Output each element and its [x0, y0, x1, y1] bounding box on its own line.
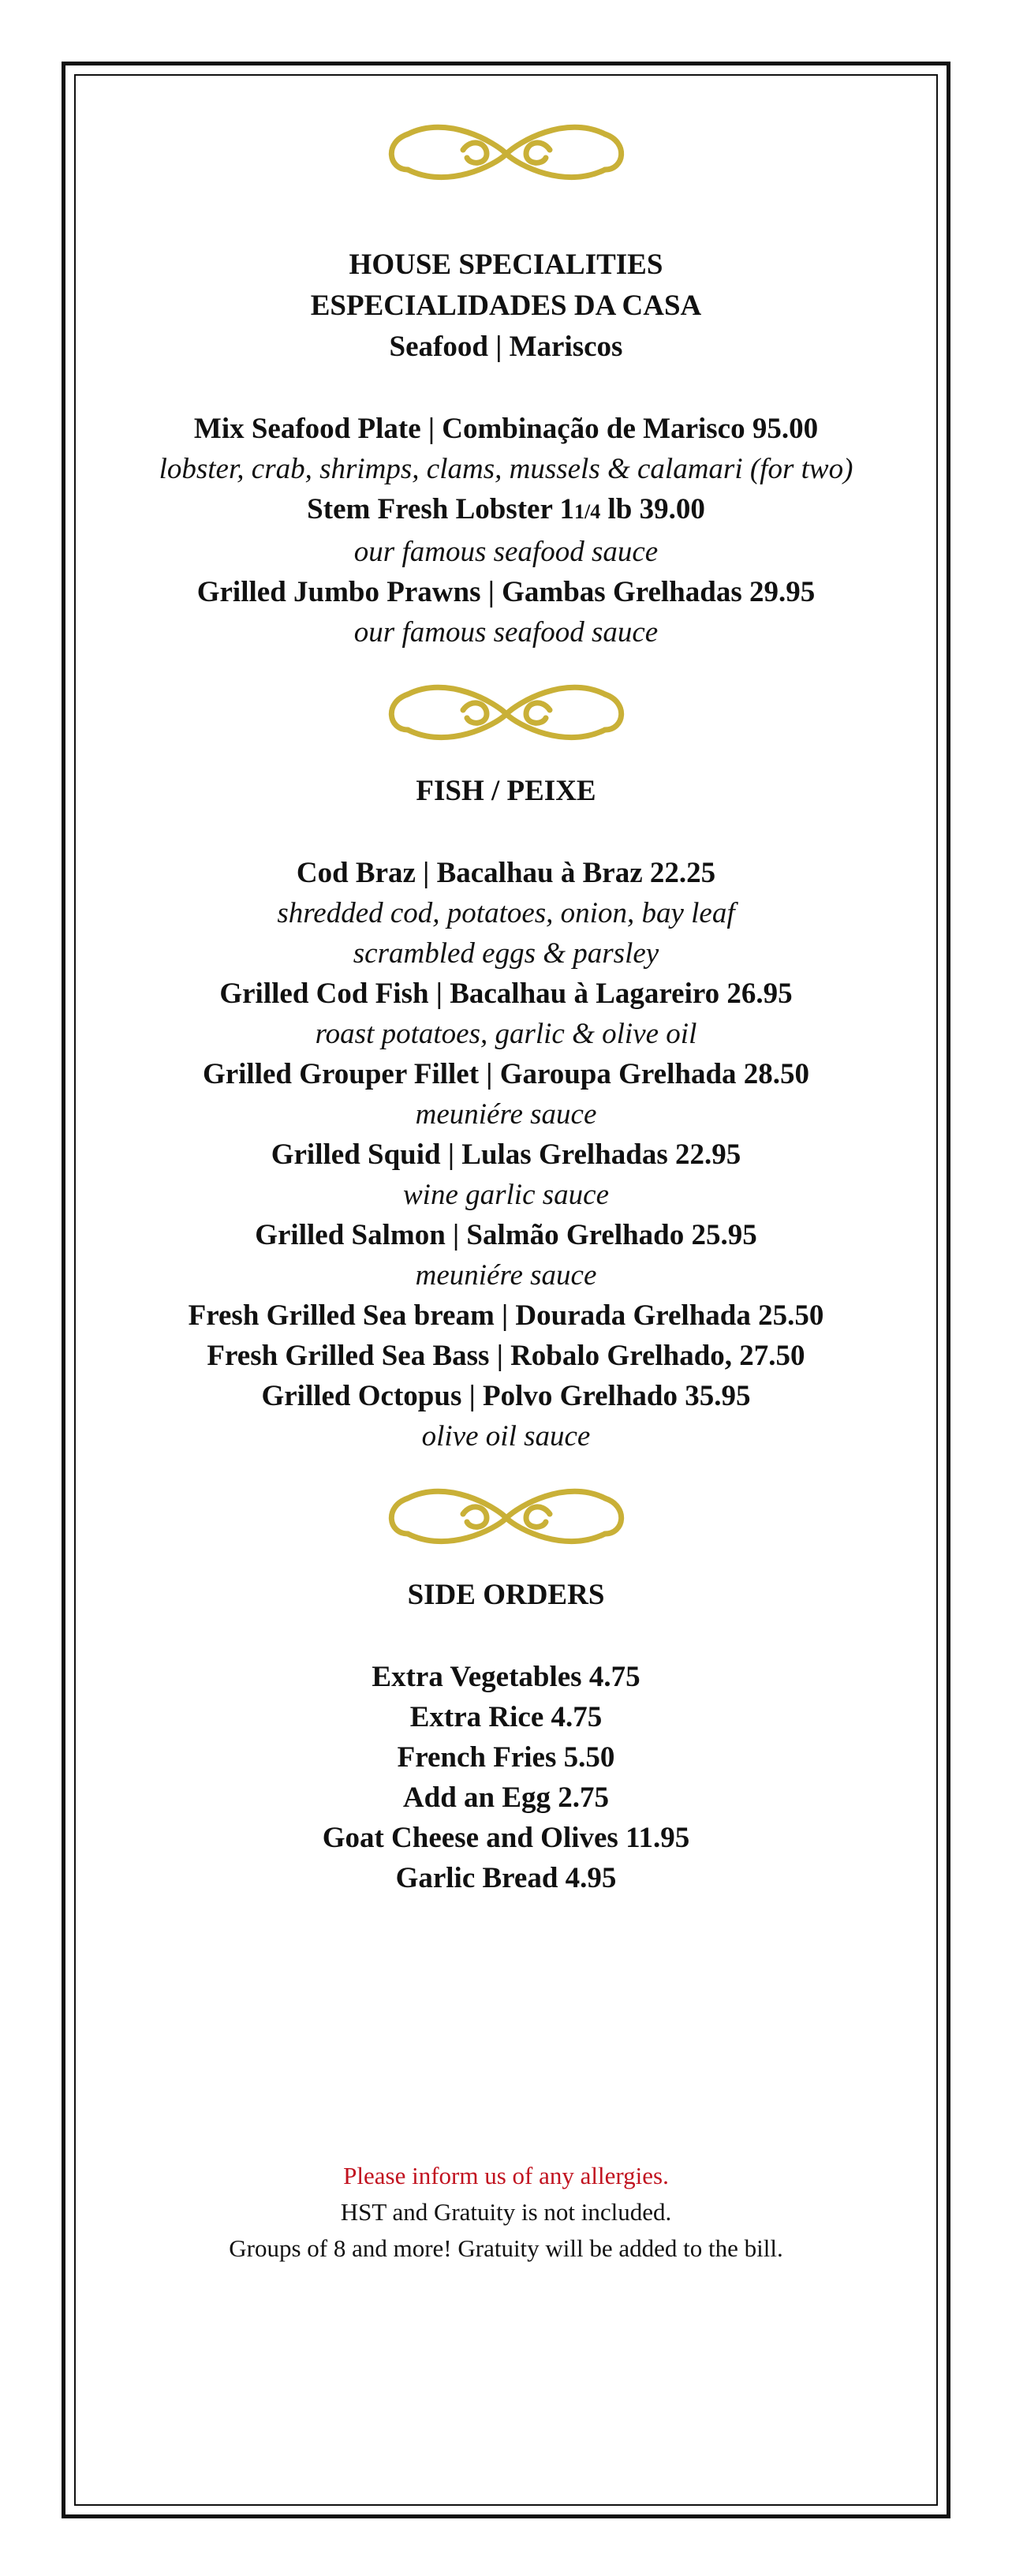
- section-title-fish: FISH / PEIXE: [416, 775, 596, 807]
- menu-item-desc: lobster, crab, shrimps, clams, mussels & calamari (for two): [159, 453, 853, 485]
- section-title-specialities: HOUSE SPECIALITIES: [349, 249, 663, 281]
- menu-item-name: Fresh Grilled Sea Bass | Robalo Grelhado, 27.50: [207, 1340, 805, 1372]
- allergy-notice: Please inform us of any allergies.: [343, 2162, 669, 2189]
- menu-item-name: Grilled Octopus | Polvo Grelhado 35.95: [261, 1380, 751, 1412]
- menu-item-desc: scrambled eggs & parsley: [353, 937, 659, 970]
- menu-item-desc: our famous seafood sauce: [353, 536, 659, 568]
- side-item: Extra Vegetables 4.75: [372, 1661, 640, 1693]
- flourish-ornament-icon: [376, 1475, 637, 1557]
- menu-item-desc: wine garlic sauce: [402, 1179, 609, 1211]
- menu-item-name: Grilled Cod Fish | Bacalhau à Lagareiro 26.95: [219, 978, 793, 1010]
- section-title-sides: SIDE ORDERS: [407, 1579, 605, 1611]
- section-subtitle-seafood: Seafood | Mariscos: [389, 331, 623, 363]
- side-item: Extra Rice 4.75: [409, 1701, 603, 1733]
- menu-content: [79, 79, 933, 1898]
- menu-item-name: Mix Seafood Plate | Combinação de Marisco 95.00: [193, 413, 819, 445]
- flourish-ornament-icon: [376, 671, 637, 753]
- menu-item-name: Grilled Squid | Lulas Grelhadas 22.95: [271, 1138, 741, 1171]
- side-item: Garlic Bread 4.95: [395, 1862, 617, 1894]
- menu-item-name: Cod Braz | Bacalhau à Braz 22.25: [296, 857, 716, 889]
- menu-item-name: Grilled Jumbo Prawns | Gambas Grelhadas 29.95: [196, 576, 816, 608]
- side-item: Goat Cheese and Olives 11.95: [322, 1822, 690, 1854]
- side-item: Add an Egg 2.75: [402, 1782, 610, 1814]
- lobster-price-part: lb 39.00: [600, 493, 705, 525]
- menu-item-name: [79, 489, 933, 532]
- tax-notice: HST and Gratuity is not included.: [340, 2198, 672, 2226]
- lobster-fraction: 1/4: [573, 500, 601, 523]
- menu-item-desc: meuniére sauce: [415, 1259, 597, 1292]
- menu-item-name: Grilled Salmon | Salmão Grelhado 25.95: [255, 1219, 757, 1251]
- menu-item-desc: olive oil sauce: [421, 1420, 591, 1453]
- menu-footer: [79, 2158, 933, 2267]
- flourish-ornament-icon: [376, 110, 637, 193]
- menu-item-name: Grilled Grouper Fillet | Garoupa Grelhada 28.50: [202, 1058, 810, 1090]
- menu-item-name: Fresh Grilled Sea bream | Dourada Grelhada 25.50: [188, 1299, 824, 1332]
- section-title-especialidades: ESPECIALIDADES DA CASA: [310, 290, 702, 322]
- menu-item-desc: meuniére sauce: [415, 1098, 597, 1131]
- group-gratuity-notice: Groups of 8 and more! Gratuity will be added to the bill.: [229, 2234, 783, 2262]
- menu-item-desc: our famous seafood sauce: [353, 616, 659, 649]
- side-item: French Fries 5.50: [397, 1741, 615, 1774]
- menu-item-desc: shredded cod, potatoes, onion, bay leaf: [277, 897, 735, 929]
- menu-item-desc: roast potatoes, garlic & olive oil: [315, 1018, 697, 1050]
- lobster-name-part: Stem Fresh Lobster 1: [307, 493, 574, 525]
